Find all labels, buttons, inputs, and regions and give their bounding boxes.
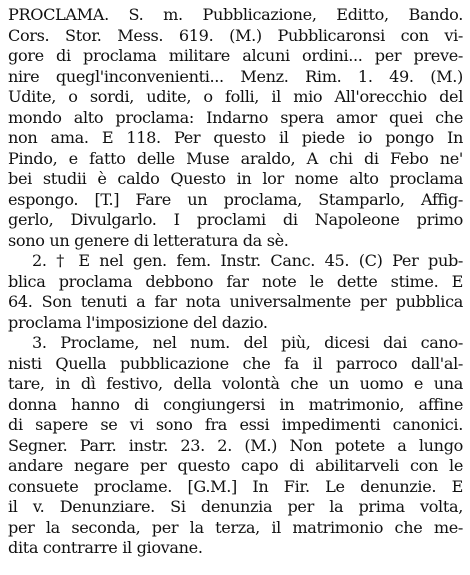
entry-line-4: nire quegl'inconvenienti... Menz. Rim. 1. 49. (M.)	[8, 66, 463, 86]
entry-line-18: nisti Quella pubblicazione che fa il parroco dall'al-	[8, 353, 463, 373]
entry-line-21: di sapere se vi sono fra essi impedimenti canonici.	[8, 415, 463, 434]
entry-line-5: Udite, o sordi, udite, o folli, il mio All'orecchio del	[8, 87, 463, 106]
entry-line-23: andare negare per questo capo di abilitarveli con le	[8, 456, 463, 475]
entry-line-3: gore di proclama militare alcuni ordini... per preve-	[8, 46, 463, 65]
entry-line-24: consuete proclame. [G.M.] In Fir. Le denunzie. E	[8, 476, 463, 496]
entry-line-11: gerlo, Divulgarlo. I proclami di Napoleone primo	[8, 210, 463, 229]
entry-line-15: 64. Son tenuti a far nota universalmente per pubblica	[8, 292, 463, 311]
entry-line-22: Segner. Parr. instr. 23. 2. (M.) Non potete a lungo	[8, 435, 463, 455]
entry-line-8: Pindo, e fatto delle Muse araldo, A chi di Febo ne'	[8, 148, 463, 168]
entry-line-17: 3. Proclame, nel num. del più, dicesi dai cano-	[32, 333, 463, 352]
entry-line-26: per la seconda, per la terza, il matrimonio che me-	[8, 517, 463, 537]
entry-line-13: 2. † E nel gen. fem. Instr. Canc. 45. (C) Per pub-	[32, 251, 463, 270]
entry-line-12: sono un genere di letteratura da sè.	[8, 230, 289, 250]
entry-line-25: il v. Denunziare. Si denunzia per la prima volta,	[8, 497, 463, 516]
entry-line-16: proclama l'imposizione del dazio.	[8, 312, 268, 332]
entry-line-10: espongo. [T.] Fare un proclama, Stamparlo, Affig-	[8, 189, 463, 209]
entry-line-1: PROCLAMA. S. m. Pubblicazione, Editto, Bando.	[8, 5, 463, 24]
entry-line-27: dita contrarre il giovane.	[8, 538, 203, 557]
entry-line-7: non ama. E 118. Per questo il piede io pongo In	[8, 128, 463, 147]
entry-line-9: bei studii è caldo Questo in lor nome alto proclama	[8, 169, 463, 188]
entry-line-19: tare, in dì festivo, della volontà che un uomo e una	[8, 374, 463, 393]
entry-line-2: Cors. Stor. Mess. 619. (M.) Pubblicaronsi con vi-	[8, 25, 463, 45]
dictionary-entry	[8, 5, 463, 559]
entry-line-14: blica proclama debbono far note le dette stime. E	[8, 271, 463, 291]
entry-line-20: donna hanno di congiungersi in matrimonio, affine	[8, 394, 463, 414]
entry-line-6: mondo alto proclama: Indarno spera amor quei che	[8, 107, 463, 127]
